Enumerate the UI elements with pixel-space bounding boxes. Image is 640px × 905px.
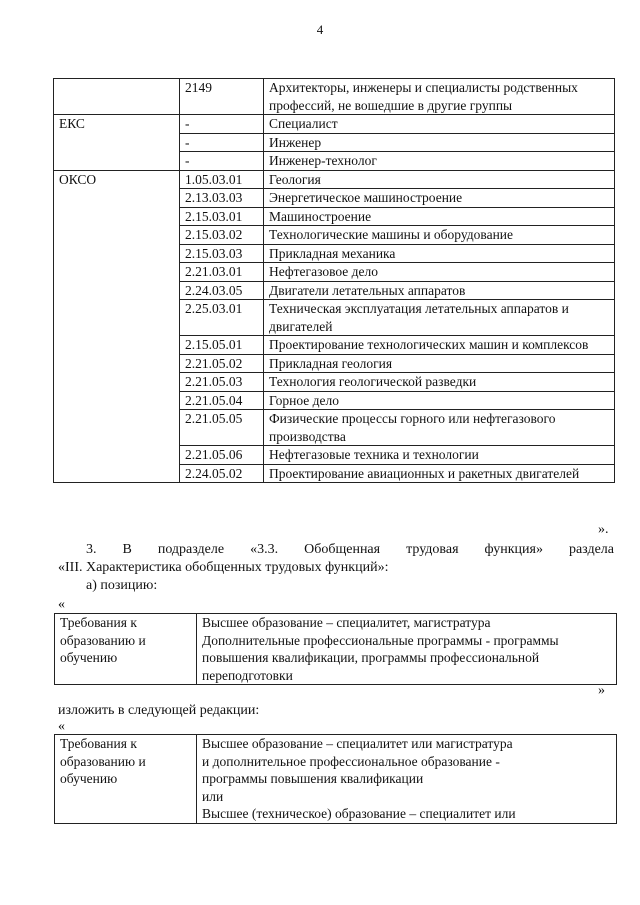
name-cell: Проектирование авиационных и ракетных двигателей — [264, 464, 615, 483]
name-cell: Технологические машины и оборудование — [264, 226, 615, 245]
code-cell: 2.13.03.03 — [180, 189, 264, 208]
code-cell: 2.15.05.01 — [180, 336, 264, 355]
requirements-line: повышения квалификации, программы профессиональной — [202, 650, 540, 665]
code-cell: 2.21.05.02 — [180, 354, 264, 373]
name-cell: Геология — [264, 170, 615, 189]
requirements-line: переподготовки — [202, 667, 293, 683]
name-cell: Техническая эксплуатация летательных аппаратов и двигателей — [264, 300, 615, 336]
code-cell: 2.21.05.03 — [180, 373, 264, 392]
requirements-line: Высшее образование – специалитет или магистратура — [202, 736, 513, 751]
code-cell: 2.21.03.01 — [180, 263, 264, 282]
requirements-line: Дополнительные профессиональные программы - программы — [202, 632, 559, 648]
item-3-line-1: 3. В подразделе «3.3. Обобщенная трудовая функция» раздела — [86, 542, 614, 557]
replace-instruction: изложить в следующей редакции: — [58, 703, 260, 718]
requirements-value — [197, 614, 617, 685]
page-number: 4 — [316, 22, 324, 37]
code-cell: 2.24.05.02 — [180, 464, 264, 483]
code-cell: 2.21.05.06 — [180, 446, 264, 465]
requirements-line: или — [202, 788, 224, 804]
old-position-table — [54, 613, 617, 685]
code-cell: 2.21.05.04 — [180, 391, 264, 410]
table-closing-quote: ». — [598, 522, 609, 537]
code-cell: 2.25.03.01 — [180, 300, 264, 336]
name-cell: Физические процессы горного или нефтегазового производства — [264, 410, 615, 446]
name-cell: Нефтегазовые техника и технологии — [264, 446, 615, 465]
requirements-line: Высшее образование – специалитет, магистратура — [202, 615, 491, 630]
name-cell: Проектирование технологических машин и комплексов — [264, 336, 615, 355]
code-cell: 2.15.03.03 — [180, 244, 264, 263]
code-cell: 1.05.03.01 — [180, 170, 264, 189]
old-position-close-quote: » — [598, 683, 605, 698]
group-cell: ОКСО — [54, 170, 180, 483]
table-row — [55, 735, 617, 824]
name-cell: Нефтегазовое дело — [264, 263, 615, 282]
new-position-open-quote: « — [58, 719, 65, 734]
requirements-label: Требования к образованию и обучению — [55, 614, 197, 685]
name-cell: Энергетическое машиностроение — [264, 189, 615, 208]
name-cell: Горное дело — [264, 391, 615, 410]
table-row — [54, 170, 615, 189]
name-cell: Инженер-технолог — [264, 152, 615, 171]
group-cell — [54, 79, 180, 115]
code-cell: 2.15.03.01 — [180, 207, 264, 226]
table-row — [54, 115, 615, 134]
requirements-line: Высшее (техническое) образование – специалитет или — [202, 806, 516, 821]
name-cell: Двигатели летательных аппаратов — [264, 281, 615, 300]
name-cell: Прикладная механика — [264, 244, 615, 263]
code-cell: 2149 — [180, 79, 264, 115]
name-cell: Архитекторы, инженеры и специалисты родственных профессий, не вошедшие в другие группы — [264, 79, 615, 115]
subitem-a: а) позицию: — [86, 578, 158, 593]
name-cell: Прикладная геология — [264, 354, 615, 373]
requirements-line: и дополнительное профессиональное образование - — [202, 753, 500, 769]
table-row — [54, 79, 615, 115]
name-cell: Специалист — [264, 115, 615, 134]
name-cell: Инженер — [264, 133, 615, 152]
code-cell: 2.24.03.05 — [180, 281, 264, 300]
group-cell: ЕКС — [54, 115, 180, 171]
code-cell: - — [180, 152, 264, 171]
code-cell: 2.15.03.02 — [180, 226, 264, 245]
requirements-line: программы повышения квалификации — [202, 771, 424, 786]
classifier-table — [53, 78, 615, 483]
code-cell: - — [180, 133, 264, 152]
new-position-table — [54, 734, 617, 824]
code-cell: - — [180, 115, 264, 134]
requirements-value — [197, 735, 617, 824]
old-position-open-quote: « — [58, 597, 65, 612]
requirements-label: Требования к образованию и обучению — [55, 735, 197, 824]
name-cell: Машиностроение — [264, 207, 615, 226]
table-row — [55, 614, 617, 685]
name-cell: Технология геологической разведки — [264, 373, 615, 392]
code-cell: 2.21.05.05 — [180, 410, 264, 446]
item-3-line-2: «III. Характеристика обобщенных трудовых функций»: — [58, 560, 389, 575]
